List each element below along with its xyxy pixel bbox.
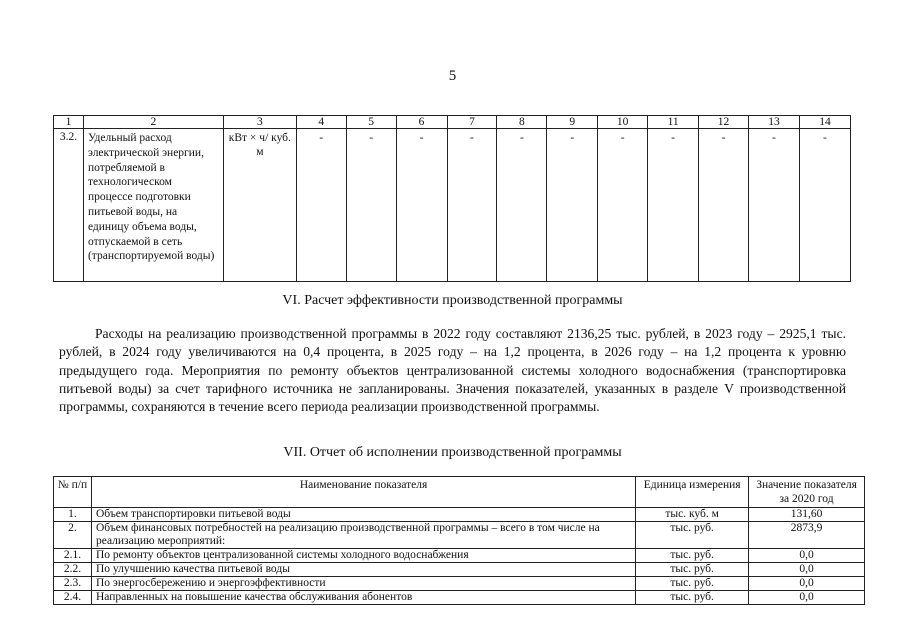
column-number: 4 [296, 116, 346, 129]
indicator-name: По улучшению качества питьевой воды [91, 563, 635, 577]
header-value: Значение показателя за 2020 год [749, 477, 865, 508]
row-number: 2.2. [54, 563, 92, 577]
value-cell: - [296, 129, 346, 282]
indicator-value: 0,0 [749, 549, 865, 563]
indicator-name: Объем финансовых потребностей на реализацию производственной программы – всего в том числе на реализацию мероприятий: [91, 522, 635, 549]
table-row [54, 508, 865, 522]
header-unit: Единица измерения [636, 477, 749, 508]
column-number: 7 [447, 116, 497, 129]
value-cell: - [598, 129, 648, 282]
value-cell: - [547, 129, 598, 282]
column-number: 2 [83, 116, 223, 129]
table-row [54, 522, 865, 549]
row-number: 3.2. [54, 129, 84, 282]
page-number: 5 [448, 68, 457, 84]
table-row [54, 563, 865, 577]
indicator-unit: тыс. руб. [636, 549, 749, 563]
indicator-unit: кВт × ч/ куб. м [223, 129, 296, 282]
header-name: Наименование показателя [91, 477, 635, 508]
indicators-table [53, 115, 851, 282]
column-number: 14 [799, 116, 850, 129]
row-number: 2. [54, 522, 92, 549]
header-num: № п/п [54, 477, 92, 508]
row-number: 1. [54, 508, 92, 522]
indicator-unit: тыс. руб. [636, 591, 749, 605]
value-cell: - [447, 129, 497, 282]
indicator-value: 131,60 [749, 508, 865, 522]
column-number: 5 [346, 116, 396, 129]
value-cell: - [748, 129, 799, 282]
column-number: 11 [648, 116, 699, 129]
section-6-title: VI. Расчет эффективности производственной программы [282, 293, 623, 308]
column-number: 8 [497, 116, 547, 129]
column-number: 6 [396, 116, 447, 129]
value-cell: - [648, 129, 699, 282]
indicator-value: 0,0 [749, 563, 865, 577]
value-cell: - [699, 129, 749, 282]
indicator-name: Направленных на повышение качества обслуживания абонентов [91, 591, 635, 605]
indicator-name: Удельный расход электрической энергии, потребляемой в технологическом процессе подготовки питьевой воды, на единицу объема воды, отпускаемой в сеть (транспортируемой воды) [83, 129, 223, 282]
column-number: 3 [223, 116, 296, 129]
indicator-value: 0,0 [749, 591, 865, 605]
column-number: 12 [699, 116, 749, 129]
indicator-name: По энергосбережению и энергоэффективности [91, 577, 635, 591]
indicator-name: По ремонту объектов централизованной системы холодного водоснабжения [91, 549, 635, 563]
indicator-unit: тыс. руб. [636, 522, 749, 549]
indicator-value: 0,0 [749, 577, 865, 591]
indicator-unit: тыс. руб. [636, 563, 749, 577]
column-number: 13 [748, 116, 799, 129]
column-number: 9 [547, 116, 598, 129]
table-row [54, 129, 851, 282]
indicator-name: Объем транспортировки питьевой воды [91, 508, 635, 522]
column-number: 1 [54, 116, 84, 129]
row-number: 2.4. [54, 591, 92, 605]
efficiency-paragraph: Расходы на реализацию производственной программы в 2022 году составляют 2136,25 тыс. рублей, в 2023 году – 2925,1 тыс. рублей, в 2024 году увеличиваются на 0,4 процента, в 2025 году – на 1,2 процента, в 2026 году – на 1,2 процента к уровню предыдущего года. Мероприятия по ремонту объектов централизованной системы холодного водоснабжения (транспортировка питьевой воды) за счет тарифного источника не запланированы. Значения показателей, указанных в разделе V производственной программы, сохраняются в течение всего периода реализации производственной программы. [59, 326, 846, 415]
row-number: 2.3. [54, 577, 92, 591]
indicator-unit: тыс. руб. [636, 577, 749, 591]
value-cell: - [396, 129, 447, 282]
row-number: 2.1. [54, 549, 92, 563]
report-table [53, 476, 865, 605]
value-cell: - [799, 129, 850, 282]
table-row [54, 577, 865, 591]
value-cell: - [497, 129, 547, 282]
table-header-row [54, 116, 851, 129]
table-row [54, 549, 865, 563]
value-cell: - [346, 129, 396, 282]
section-7-title: VII. Отчет об исполнении производственной программы [283, 445, 622, 460]
table-row [54, 591, 865, 605]
indicator-unit: тыс. куб. м [636, 508, 749, 522]
table-header-row [54, 477, 865, 508]
indicator-value: 2873,9 [749, 522, 865, 549]
column-number: 10 [598, 116, 648, 129]
